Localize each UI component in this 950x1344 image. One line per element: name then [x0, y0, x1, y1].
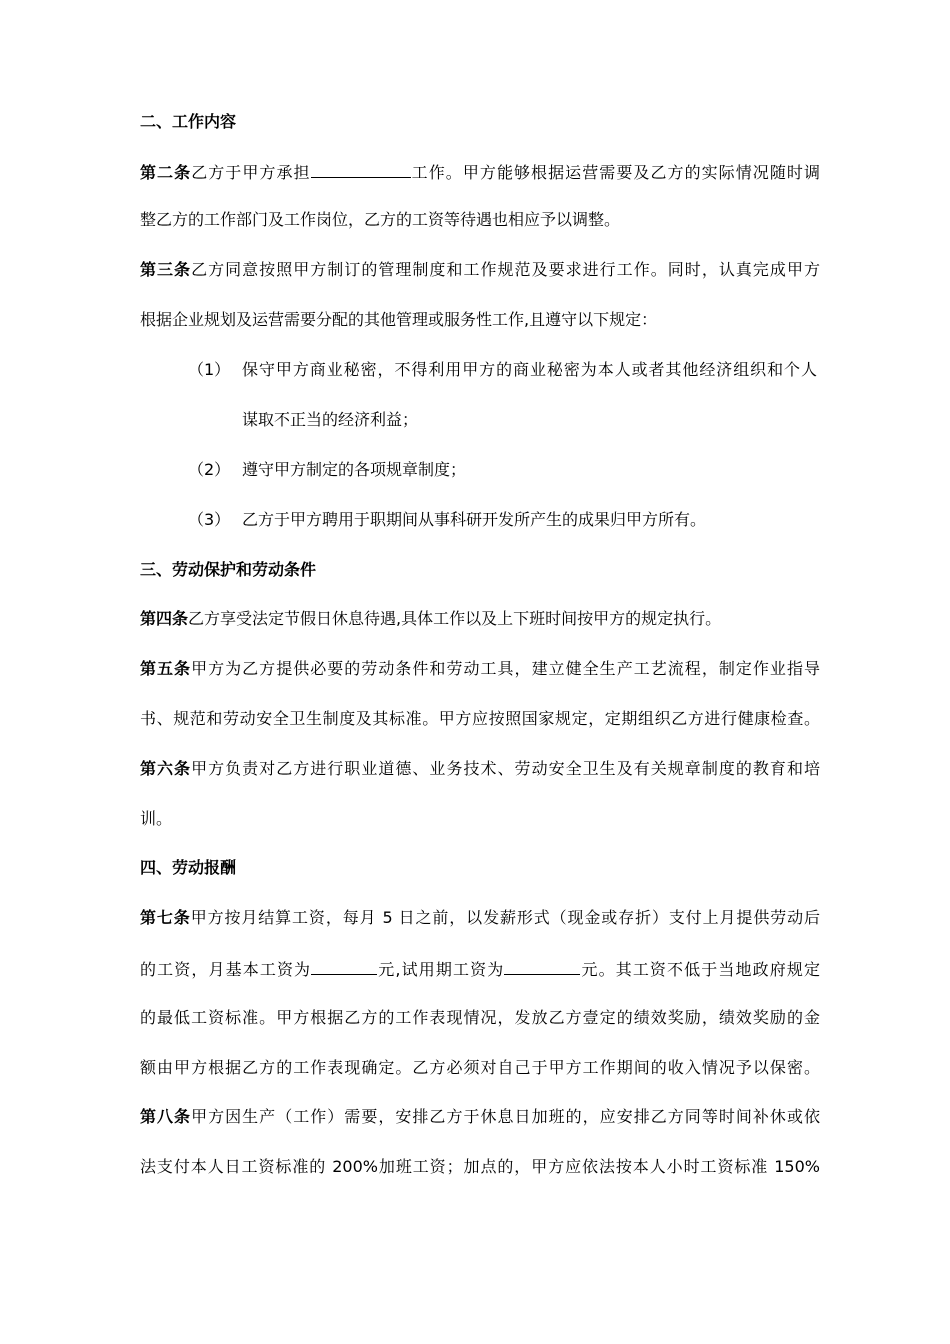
job-title-blank[interactable]	[311, 161, 411, 178]
list-item-number: （3）	[188, 510, 231, 529]
probation-salary-blank[interactable]	[504, 958, 580, 975]
article-text: 工作。甲方能够根据运营需要及乙方的实际情况随时调	[410, 163, 820, 182]
article-7-line-3: 的最低工资标准。甲方根据乙方的工作表现情况，发放乙方壹定的绩效奖励，绩效奖励的金	[140, 1008, 820, 1027]
article-text: 甲方为乙方提供必要的劳动条件和劳动工具，建立健全生产工艺流程，制定作业指导	[191, 659, 820, 678]
article-8-line-2: 法支付本人日工资标准的 200%加班工资；加点的，甲方应依法按本人小时工资标准 150%	[140, 1157, 820, 1176]
article-label: 第三条	[140, 260, 192, 279]
article-text: 甲方按月结算工资，每月 5 日之前，以发薪形式（现金或存折）支付上月提供劳动后	[190, 908, 820, 927]
article-label: 第二条	[140, 163, 192, 182]
article-text: 甲方因生产（工作）需要，安排乙方于休息日加班的，应安排乙方同等时间补休或依	[191, 1107, 820, 1126]
article-text: 元。其工资不低于当地政府规定	[580, 960, 820, 979]
article-label: 第四条	[140, 609, 189, 628]
article-text: 乙方享受法定节假日休息待遇,具体工作以及上下班时间按甲方的规定执行。	[188, 609, 722, 628]
list-item-number: （1）	[188, 360, 231, 379]
article-2-line-1	[140, 161, 820, 183]
section-heading-work-content: 二、工作内容	[140, 112, 237, 131]
article-5-line-1	[140, 659, 820, 679]
article-7-line-2	[140, 958, 820, 980]
article-label: 第八条	[140, 1107, 192, 1126]
article-4-line-1	[140, 609, 820, 629]
article-2-line-2: 整乙方的工作部门及工作岗位，乙方的工资等待遇也相应予以调整。	[140, 210, 621, 229]
article-7-line-1	[140, 908, 820, 928]
list-item-text: 乙方于甲方聘用于职期间从事科研开发所产生的成果归甲方所有。	[242, 510, 707, 529]
article-5-line-2: 书、规范和劳动安全卫生制度及其标准。甲方应按照国家规定，定期组织乙方进行健康检查。	[140, 709, 820, 728]
article-3-line-1	[140, 260, 820, 280]
article-6-line-2: 训。	[140, 809, 173, 828]
article-6-line-1	[140, 759, 820, 779]
section-heading-labor-protection: 三、劳动保护和劳动条件	[140, 560, 317, 579]
list-item-text: 保守甲方商业秘密，不得利用甲方的商业秘密为本人或者其他经济组织和个人	[242, 360, 817, 379]
article-label: 第七条	[140, 908, 191, 927]
article-text: 乙方于甲方承担	[191, 163, 311, 182]
list-item-text: 遵守甲方制定的各项规章制度；	[242, 460, 467, 479]
article-text: 的工资，月基本工资为	[140, 960, 312, 979]
article-7-line-4: 额由甲方根据乙方的工作表现确定。乙方必须对自己于甲方工作期间的收入情况予以保密。	[140, 1058, 820, 1077]
section-heading-remuneration: 四、劳动报酬	[140, 858, 237, 877]
article-text: 元,试用期工资为	[377, 960, 505, 979]
article-3-line-2: 根据企业规划及运营需要分配的其他管理或服务性工作,且遵守以下规定：	[140, 310, 658, 329]
article-8-line-1	[140, 1107, 820, 1127]
list-item-text: 谋取不正当的经济利益；	[242, 410, 419, 429]
article-label: 第六条	[140, 759, 192, 778]
article-text: 甲方负责对乙方进行职业道德、业务技术、劳动安全卫生及有关规章制度的教育和培	[191, 759, 820, 778]
base-salary-blank[interactable]	[311, 958, 377, 975]
article-text: 乙方同意按照甲方制订的管理制度和工作规范及要求进行工作。同时，认真完成甲方	[191, 260, 820, 279]
article-label: 第五条	[140, 659, 192, 678]
list-item-number: （2）	[188, 460, 231, 479]
